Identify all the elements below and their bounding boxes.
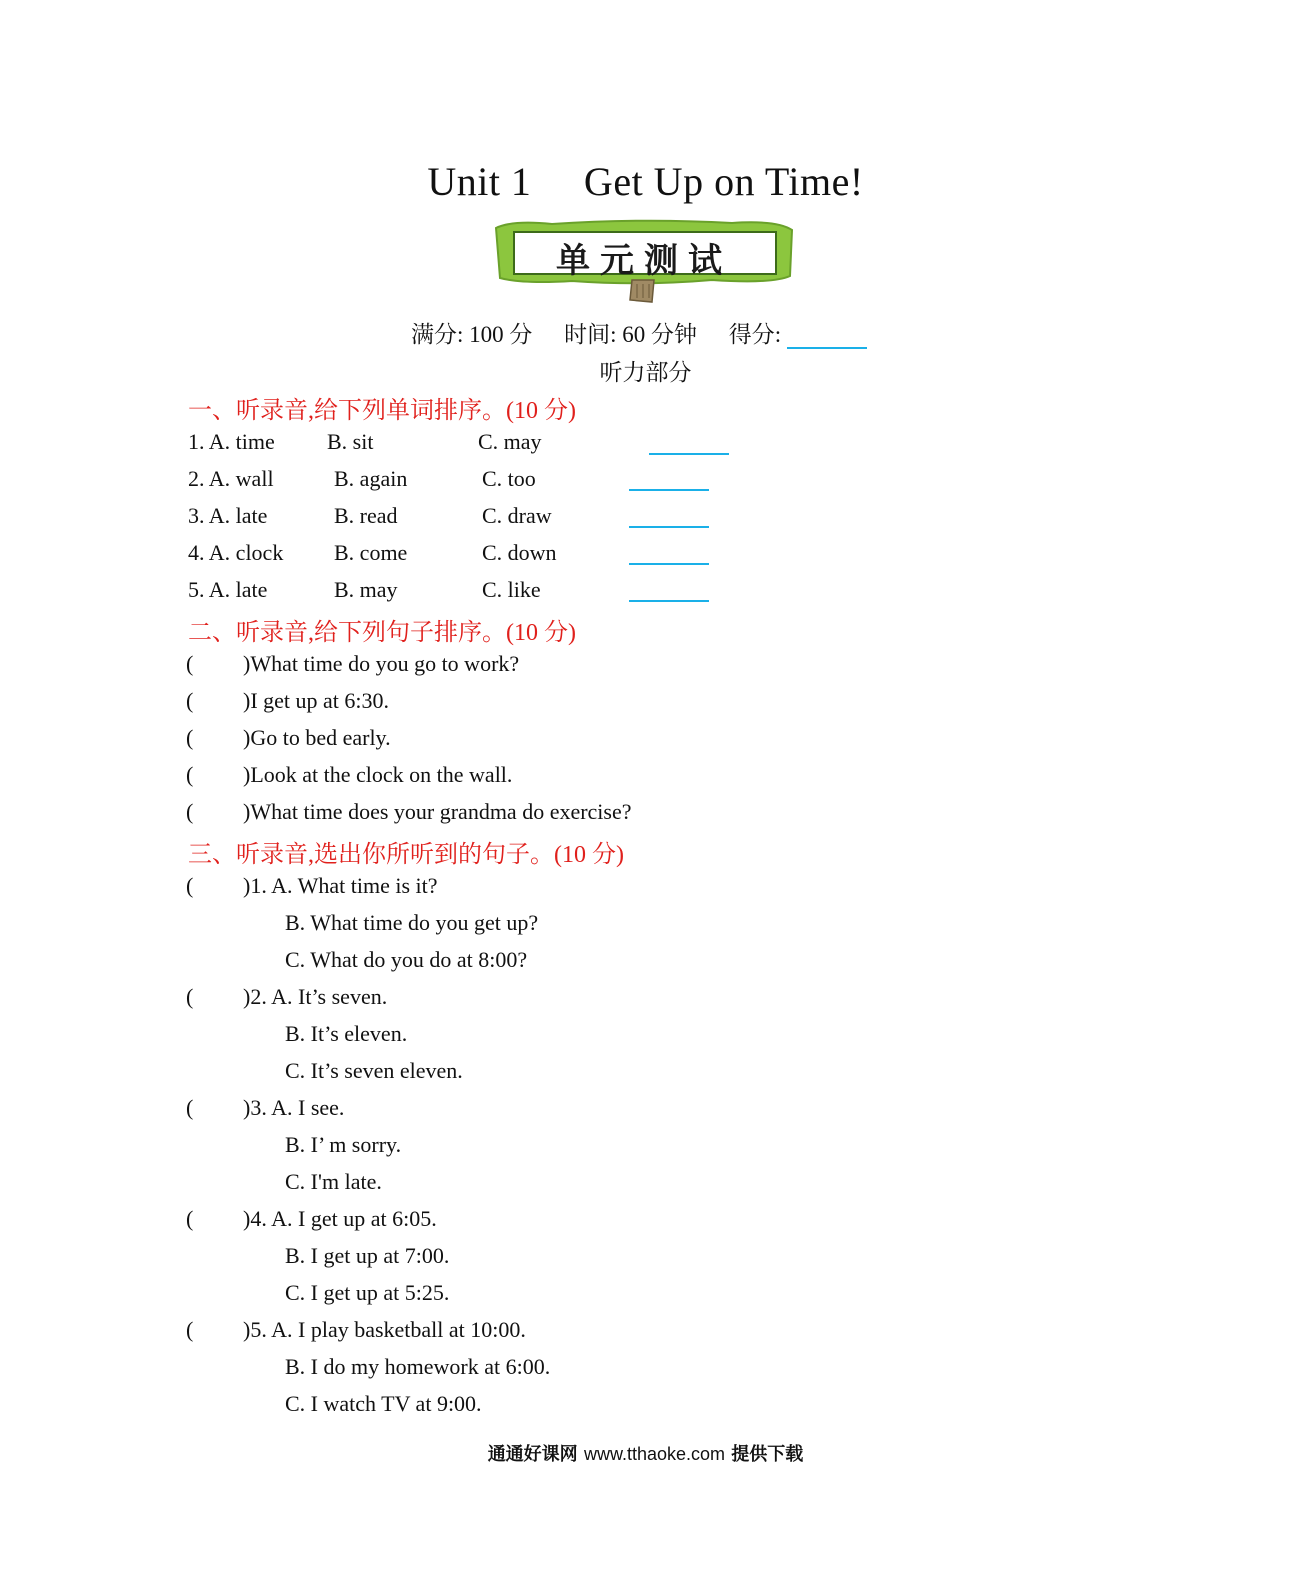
s3-q2-option-b: B. It’s eleven. <box>285 1021 408 1046</box>
banner-text: 单元测试 <box>556 241 732 281</box>
page-title: Unit 1 Get Up on Time! <box>427 159 864 204</box>
s3-q4-option-a: )4. A. I get up at 6:05. <box>243 1206 437 1231</box>
s3-q5-option-b: B. I do my homework at 6:00. <box>285 1354 551 1379</box>
score-blank[interactable] <box>787 325 867 349</box>
s3-q3-option-b: B. I’ m sorry. <box>285 1132 402 1157</box>
s2-paren-5[interactable]: ( <box>186 799 194 824</box>
s3-q4-option-b: B. I get up at 7:00. <box>285 1243 450 1268</box>
s1-item4-b: B. come <box>334 540 408 565</box>
score-info <box>411 316 893 349</box>
footer-site-name: 通通好课网 <box>487 1444 584 1465</box>
s1-item1-b: B. sit <box>327 429 374 454</box>
section1-title: 一、听录音,给下列单词排序。(10 分) <box>188 398 576 424</box>
s1-item1-a: 1. A. time <box>188 429 275 454</box>
section3-title: 三、听录音,选出你所听到的句子。(10 分) <box>188 842 624 868</box>
s1-item5-c: C. like <box>482 577 541 602</box>
s1-item3-blank[interactable] <box>629 526 709 528</box>
s3-q5-paren[interactable]: ( <box>186 1317 194 1342</box>
s2-sentence-1: )What time do you go to work? <box>243 651 520 676</box>
s2-paren-3[interactable]: ( <box>186 725 194 750</box>
s3-q2-option-c: C. It’s seven eleven. <box>285 1058 463 1083</box>
s1-item3-b: B. read <box>334 503 398 528</box>
part-heading: 听力部分 <box>599 360 692 385</box>
s3-q1-option-b: B. What time do you get up? <box>285 910 539 935</box>
s3-q1-paren[interactable]: ( <box>186 873 194 898</box>
s3-q2-paren[interactable]: ( <box>186 984 194 1009</box>
s1-item1-c: C. may <box>478 429 542 454</box>
s1-item1-blank[interactable] <box>649 453 729 455</box>
s1-item5-blank[interactable] <box>629 600 709 602</box>
s3-q3-option-c: C. I'm late. <box>285 1169 382 1194</box>
s2-sentence-4: )Look at the clock on the wall. <box>243 762 513 787</box>
unit-test-banner <box>492 218 796 304</box>
s1-item3-c: C. draw <box>482 503 552 528</box>
s2-paren-4[interactable]: ( <box>186 762 194 787</box>
s2-sentence-5: )What time does your grandma do exercise? <box>243 799 632 824</box>
s1-item2-blank[interactable] <box>629 489 709 491</box>
s1-item4-a: 4. A. clock <box>188 540 284 565</box>
s3-q2-option-a: )2. A. It’s seven. <box>243 984 388 1009</box>
s3-q3-paren[interactable]: ( <box>186 1095 194 1120</box>
s3-q1-option-c: C. What do you do at 8:00? <box>285 947 528 972</box>
s2-sentence-2: )I get up at 6:30. <box>243 688 390 713</box>
s1-item3-a: 3. A. late <box>188 503 268 528</box>
time-limit: 时间: 60 分钟 <box>564 322 698 347</box>
s1-item4-blank[interactable] <box>629 563 709 565</box>
s1-item2-b: B. again <box>334 466 408 491</box>
s2-paren-1[interactable]: ( <box>186 651 194 676</box>
s3-q5-option-a: )5. A. I play basketball at 10:00. <box>243 1317 526 1342</box>
s2-paren-2[interactable]: ( <box>186 688 194 713</box>
s3-q4-option-c: C. I get up at 5:25. <box>285 1280 450 1305</box>
score-label: 得分: <box>728 322 782 347</box>
s1-item5-b: B. may <box>334 577 398 602</box>
footer-url[interactable]: www.tthaoke.com <box>583 1444 726 1464</box>
s2-sentence-3: )Go to bed early. <box>243 725 391 750</box>
s1-item2-a: 2. A. wall <box>188 466 274 491</box>
s3-q4-paren[interactable]: ( <box>186 1206 194 1231</box>
s3-q3-option-a: )3. A. I see. <box>243 1095 345 1120</box>
s1-item2-c: C. too <box>482 466 536 491</box>
s1-item4-c: C. down <box>482 540 557 565</box>
s1-item5-a: 5. A. late <box>188 577 268 602</box>
section2-title: 二、听录音,给下列句子排序。(10 分) <box>188 620 576 646</box>
footer <box>0 1440 1291 1466</box>
s3-q5-option-c: C. I watch TV at 9:00. <box>285 1391 482 1416</box>
footer-download: 提供下载 <box>725 1444 804 1465</box>
s3-q1-option-a: )1. A. What time is it? <box>243 873 438 898</box>
full-score: 满分: 100 分 <box>411 322 533 347</box>
